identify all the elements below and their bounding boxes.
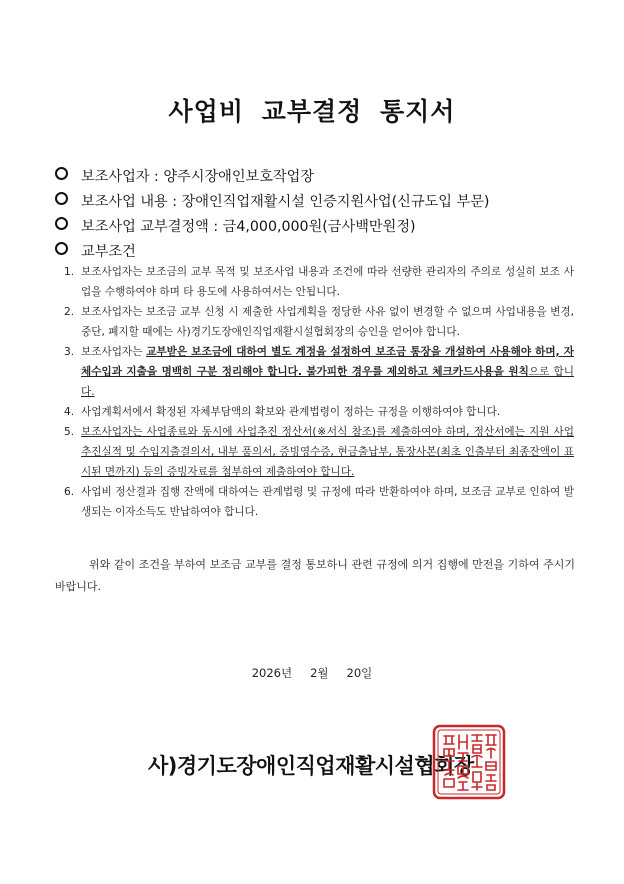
date-year: 2026년 xyxy=(251,666,293,680)
condition-number: 2. xyxy=(64,306,75,318)
info-grant-amount xyxy=(55,216,595,236)
condition-emphasis-text: 교부받은 보조금에 대하여 별도 계정을 설정하여 보조금 통장을 개설하여 사용해야 하며, 자체수입과 지출을 명백히 구분 정리해야 합니다. 불가피한 경우를 제외하고 체크카드사용을 원칙 xyxy=(81,346,574,378)
condition-text: 보조사업자는 xyxy=(81,346,147,358)
condition-item xyxy=(64,482,574,522)
circle-bullet-icon xyxy=(55,217,68,230)
document-title: 사업비 교부결정 통지서 xyxy=(168,97,456,126)
date-day: 20일 xyxy=(346,666,373,680)
condition-number: 6. xyxy=(64,486,75,498)
condition-text: 보조사업자는 보조금 교부 신청 시 제출한 사업계획을 정당한 사유 없이 변경할 수 없으며 사업내용을 변경, 중단, 폐지할 때에는 사)경기도장애인직업재활시설협회장의 승인을 얻어야 합니다. xyxy=(81,306,574,338)
condition-text: 사업계획서에서 확정된 자체부담액의 확보와 관계법령이 정하는 규정을 이행하여야 합니다. xyxy=(81,406,501,418)
condition-text: 보조사업자는 보조금의 교부 목적 및 보조사업 내용과 조건에 따라 선량한 관리자의 주의로 성실히 보조 사업을 수행하여야 하며 타 용도에 사용하여서는 안됩니다. xyxy=(81,266,574,298)
issuer-name: 사)경기도장애인직업재활시설협회장 xyxy=(148,754,474,778)
info-grant-amount-text: 보조사업 교부결정액 : 금4,000,000원(금사백만원정) xyxy=(81,219,416,235)
info-conditions-heading-text: 교부조건 xyxy=(81,244,136,260)
issue-date xyxy=(0,665,624,681)
condition-number: 1. xyxy=(64,266,75,278)
conditions-list xyxy=(64,262,574,522)
info-conditions-heading xyxy=(55,241,595,261)
condition-item xyxy=(64,262,574,302)
condition-item xyxy=(64,302,574,342)
official-seal-icon xyxy=(432,724,506,800)
circle-bullet-icon xyxy=(55,167,68,180)
condition-item xyxy=(64,342,574,402)
condition-number: 3. xyxy=(64,346,75,358)
info-grantee-text: 보조사업자 : 양주시장애인보호작업장 xyxy=(81,169,315,185)
condition-number: 5. xyxy=(64,426,75,438)
info-grantee xyxy=(55,166,595,186)
condition-underlined-text: 보조사업자는 사업종료와 동시에 사업추진 정산서(※서식 참조)를 제출하여야 하며, 정산서에는 지원 사업 추진실적 및 수입지출결의서, 내부 품의서, 증빙영수증, 현금출납부, 통장사본(최초 인출부터 최종잔액이 표시된 면까지) 등의 증빙자료를 첨부하여 제출하여야 합니다. xyxy=(81,426,574,478)
date-month: 2월 xyxy=(310,666,329,680)
circle-bullet-icon xyxy=(55,192,68,205)
circle-bullet-icon xyxy=(55,242,68,255)
condition-underlined-text: 으로 합니다. xyxy=(81,366,574,398)
condition-text: 사업비 정산결과 집행 잔액에 대하여는 관계법령 및 규정에 따라 반환하여야 하며, 보조금 교부로 인하여 발생되는 이자소득도 반납하여야 합니다. xyxy=(81,486,574,518)
info-project-content xyxy=(55,191,595,211)
condition-item xyxy=(64,402,574,422)
condition-number: 4. xyxy=(64,406,75,418)
info-project-content-text: 보조사업 내용 : 장애인직업재활시설 인증지원사업(신규도입 부문) xyxy=(81,194,490,210)
closing-paragraph: 위와 같이 조건을 부하여 보조금 교부를 결정 통보하니 관련 규정에 의거 집행에 만전을 기하여 주시기 바랍니다. xyxy=(55,558,575,593)
condition-item xyxy=(64,422,574,482)
